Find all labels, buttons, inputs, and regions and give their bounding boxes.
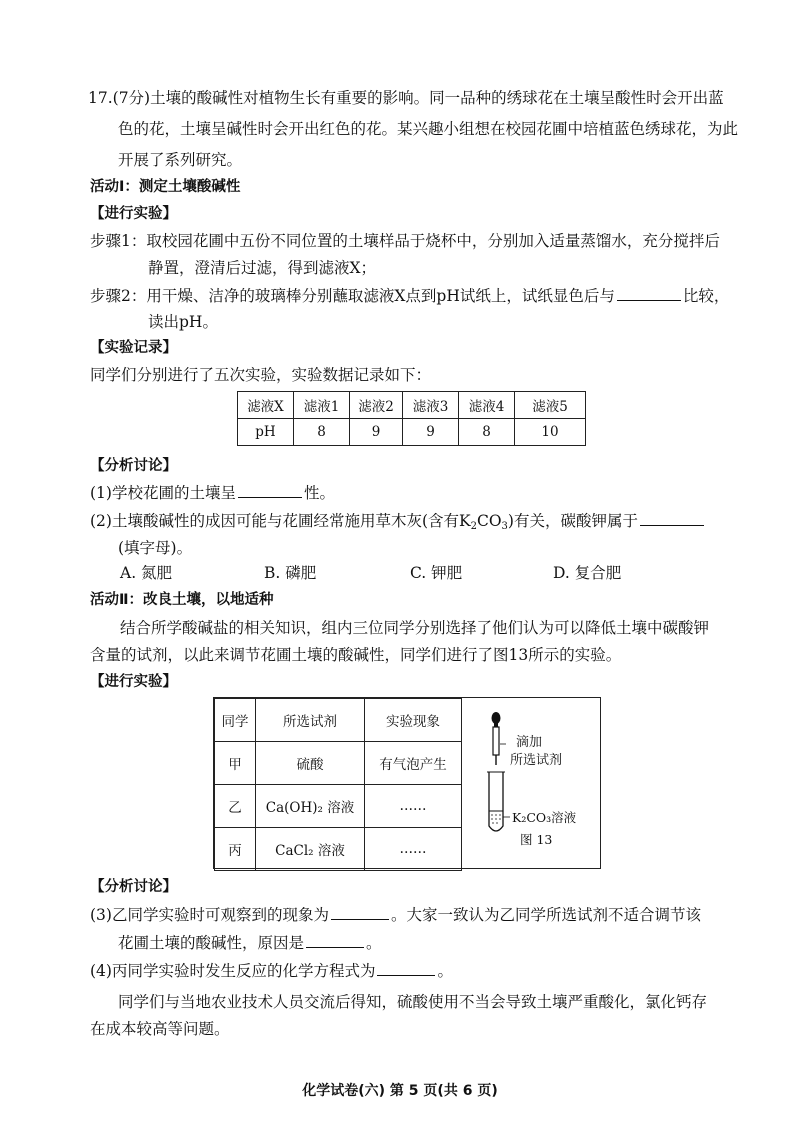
page-footer: 化学试卷(六) 第 5 页(共 6 页) [302,1083,498,1099]
question-line-3: 开展了系列研究。 [118,151,243,169]
table-row [238,392,586,419]
table-header-cell: 滤液4 [459,392,515,419]
step-2-text: 步骤2：用干燥、洁净的玻璃棒分别蘸取滤液X点到pH试纸上，试纸显色后与 [90,287,615,305]
activity-2-intro-a: 结合所学酸碱盐的相关知识，组内三位同学分别选择了他们认为可以降低土壤中碳酸钾 [120,619,710,637]
q2-text-mid: CO [476,512,502,530]
activity-2-title: 活动Ⅱ：改良土壤，以地适种 [90,592,274,608]
q3-text-b: 花圃土壤的酸碱性，原因是 [118,934,305,952]
option-c: C. 钾肥 [410,564,463,582]
table-cell: 8 [294,419,350,446]
question-line-1: 17.(7分)土壤的酸碱性对植物生长有重要的影响。同一品种的绣球花在土壤呈酸性时会开出蓝 [88,89,724,107]
table-cell: 丙 [215,828,256,871]
answer-blank[interactable] [306,933,364,948]
step-1-line-a: 步骤1：取校园花圃中五份不同位置的土壤样品于烧杯中，分别加入适量蒸馏水，充分搅拌后 [90,232,720,250]
reagent-table [214,698,462,871]
q3-text-end: 。大家一致认为乙同学所选试剂不适合调节该 [390,906,701,924]
table-header-cell: 滤液3 [403,392,459,419]
table-header-cell: 所选试剂 [256,699,365,742]
table-cell: …… [365,828,462,871]
table-header-cell: 滤液2 [350,392,403,419]
option-d: D. 复合肥 [553,564,622,582]
table-cell: 9 [350,419,403,446]
dropper-icon [493,727,499,755]
table-header-cell: 同学 [215,699,256,742]
table-cell: 乙 [215,785,256,828]
table-header-cell: 滤液5 [515,392,586,419]
label-drop: 滴加 [516,735,543,750]
answer-blank[interactable] [377,961,435,976]
q1 [90,482,335,504]
option-a: A. 氮肥 [120,564,173,582]
table-cell: 硫酸 [256,742,365,785]
q1-text-end: 性。 [303,484,335,502]
table-header-cell: 实验现象 [365,699,462,742]
dropper-test-tube-diagram [472,704,594,864]
step-2-line-a [90,285,729,307]
table-cell: pH [238,419,294,446]
table-header-cell: 滤液1 [294,392,350,419]
table-row [215,828,462,871]
table-cell: 8 [459,419,515,446]
q4 [90,960,453,982]
q2-text-end: )有关，碳酸钾属于 [507,512,638,530]
table-header-cell: 滤液X [238,392,294,419]
table-row [215,742,462,785]
table-row [238,419,586,446]
label-reagent: 所选试剂 [510,753,563,768]
figure-caption: 图 13 [520,832,553,847]
table-cell: …… [365,785,462,828]
activity-2-intro-b: 含量的试剂，以此来调节花圃土壤的酸碱性，同学们进行了图13所示的实验。 [90,646,622,664]
q2-text: (2)土壤酸碱性的成因可能与花圃经常施用草木灰(含有K [90,512,471,530]
table-cell: CaCl₂ 溶液 [256,828,365,871]
step-1-line-b: 静置，澄清后过滤，得到滤液X； [148,259,377,277]
closing-line-a: 同学们与当地农业技术人员交流后得知，硫酸使用不当会导致土壤严重酸化，氯化钙存 [118,993,708,1011]
q2-line-a [90,510,706,538]
q1-text: (1)学校花圃的土壤呈 [90,484,236,502]
record-intro: 同学们分别进行了五次实验，实验数据记录如下： [90,366,432,384]
answer-blank[interactable] [640,511,704,526]
question-line-2: 色的花，土壤呈碱性时会开出红色的花。某兴趣小组想在校园花圃中培植蓝色绣球花，为此 [118,120,739,138]
section-experiment-2: 【进行实验】 [90,674,177,690]
option-b: B. 磷肥 [264,564,317,582]
dropper-bulb-icon [492,712,501,724]
table-cell: 10 [515,419,586,446]
q3-text-b-end: 。 [366,934,382,952]
table-row [215,785,462,828]
ph-record-table [237,391,586,446]
label-k2co3-solution: K₂CO₃溶液 [512,810,577,825]
activity-1-title: 活动Ⅰ：测定土壤酸碱性 [90,179,241,195]
table-cell: 有气泡产生 [365,742,462,785]
q3-text: (3)乙同学实验时可观察到的现象为 [90,906,329,924]
step-2-line-b: 读出pH。 [148,313,218,331]
test-tube-icon [489,772,503,831]
q3-line-a [90,904,701,926]
subscript: 3 [501,521,508,532]
section-analysis-1: 【分析讨论】 [90,458,177,474]
q3-line-b [118,932,382,954]
answer-blank[interactable] [331,905,389,920]
experiment-figure-box [213,697,601,869]
table-cell: Ca(OH)₂ 溶液 [256,785,365,828]
table-cell: 甲 [215,742,256,785]
closing-line-b: 在成本较高等问题。 [90,1020,230,1038]
section-analysis-2: 【分析讨论】 [90,879,177,895]
table-row [215,699,462,742]
q4-text: (4)丙同学实验时发生反应的化学方程式为 [90,962,376,980]
section-experiment-1: 【进行实验】 [90,206,177,222]
step-2-text-end: 比较， [682,287,730,305]
q4-text-end: 。 [437,962,453,980]
q2-line-b: (填字母)。 [118,539,193,557]
subscript: 2 [470,521,477,532]
answer-blank[interactable] [238,483,302,498]
answer-blank[interactable] [617,286,681,301]
section-record: 【实验记录】 [90,340,177,356]
table-cell: 9 [403,419,459,446]
